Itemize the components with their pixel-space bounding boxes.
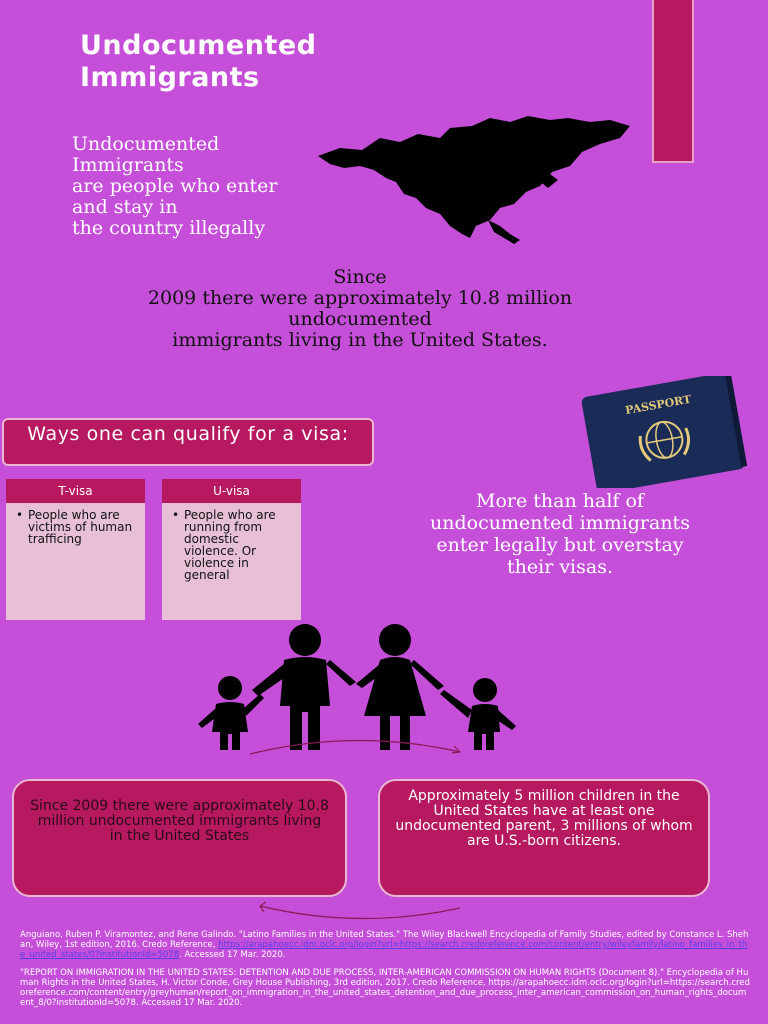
- overstay-text: More than half of undocumented immigrants enter legally but overstay their visas.: [430, 490, 690, 578]
- family-icon: [180, 620, 530, 750]
- reference-link[interactable]: https://arapahoecc.idm.oclc.org/login?url=https://search.credoreference.com/content/entry/wileyfamily/latino_families_in_the_united_states/0?institutionId=5078: [20, 940, 748, 960]
- passport-icon: [574, 376, 752, 488]
- visa-name: U-visa: [162, 479, 301, 504]
- decorative-bar: [652, 0, 694, 163]
- visa-card: [162, 479, 301, 620]
- stat-line: immigrants living in the United States.: [172, 329, 548, 351]
- reference-text: Anguiano, Ruben P. Viramontez, and Rene Galindo. "Latino Families in the United States." The Wiley Blackwell Encyclopedia of Family Studies, edited by Constance L. Shehan, Wiley, 1st edition, 2016. Credo Reference,: [20, 930, 749, 950]
- curved-arrow-icon: [240, 734, 470, 758]
- north-america-map-icon: [300, 108, 650, 248]
- stat-line: 2009 there were approximately 10.8 million: [147, 287, 573, 309]
- reference-item: [20, 930, 750, 960]
- visa-name: T-visa: [6, 479, 145, 504]
- visa-description-text: People who are victims of human trafficing: [28, 508, 133, 546]
- visa-description: [162, 504, 301, 620]
- visa-description-text: People who are running from domestic violence. Or violence in general: [184, 508, 276, 582]
- page-title: Undocumented Immigrants: [80, 30, 317, 93]
- visa-description: [6, 504, 145, 620]
- stat-text: [40, 267, 680, 351]
- reference-accessed: . Accessed 17 Mar. 2020.: [179, 950, 286, 960]
- passport-label: PASSPORT: [624, 392, 693, 418]
- bullet-icon: •: [172, 508, 180, 522]
- reference-item: "REPORT ON IMMIGRATION IN THE UNITED STATES: DETENTION AND DUE PROCESS, INTER-AMERICAN COMMISSION ON HUMAN RIGHTS (Document 8)." Encyclopedia of Human Rights in the United States, H. Victor Conde, Grey House Publishing, 3rd edition, 2017. Credo Reference, https://arapahoecc.idm.oclc.org/login?url=https://search.credoreference.com/content/entry/greyhuman/report_on_immigration_in_the_united_states_detention_and_due_process_inter_american_commission_on_human_rights_document_8/0?institutionId=5078. Accessed 17 Mar. 2020.: [20, 968, 750, 1008]
- visa-section-title: Ways one can qualify for a visa:: [2, 418, 374, 466]
- visa-card: [6, 479, 145, 620]
- curved-arrow-icon: [250, 900, 470, 924]
- references: [20, 930, 750, 1016]
- bullet-icon: •: [16, 508, 24, 522]
- stat-line: undocumented: [288, 308, 432, 330]
- stat-line: Since: [333, 266, 387, 288]
- fact-box: Since 2009 there were approximately 10.8 million undocumented immigrants living in the United States: [12, 779, 347, 897]
- definition-text: Undocumented Immigrants are people who enter and stay in the country illegally: [72, 133, 278, 239]
- fact-box: Approximately 5 million children in the United States have at least one undocumented parent, 3 millions of whom are U.S.-born citizens.: [378, 779, 710, 897]
